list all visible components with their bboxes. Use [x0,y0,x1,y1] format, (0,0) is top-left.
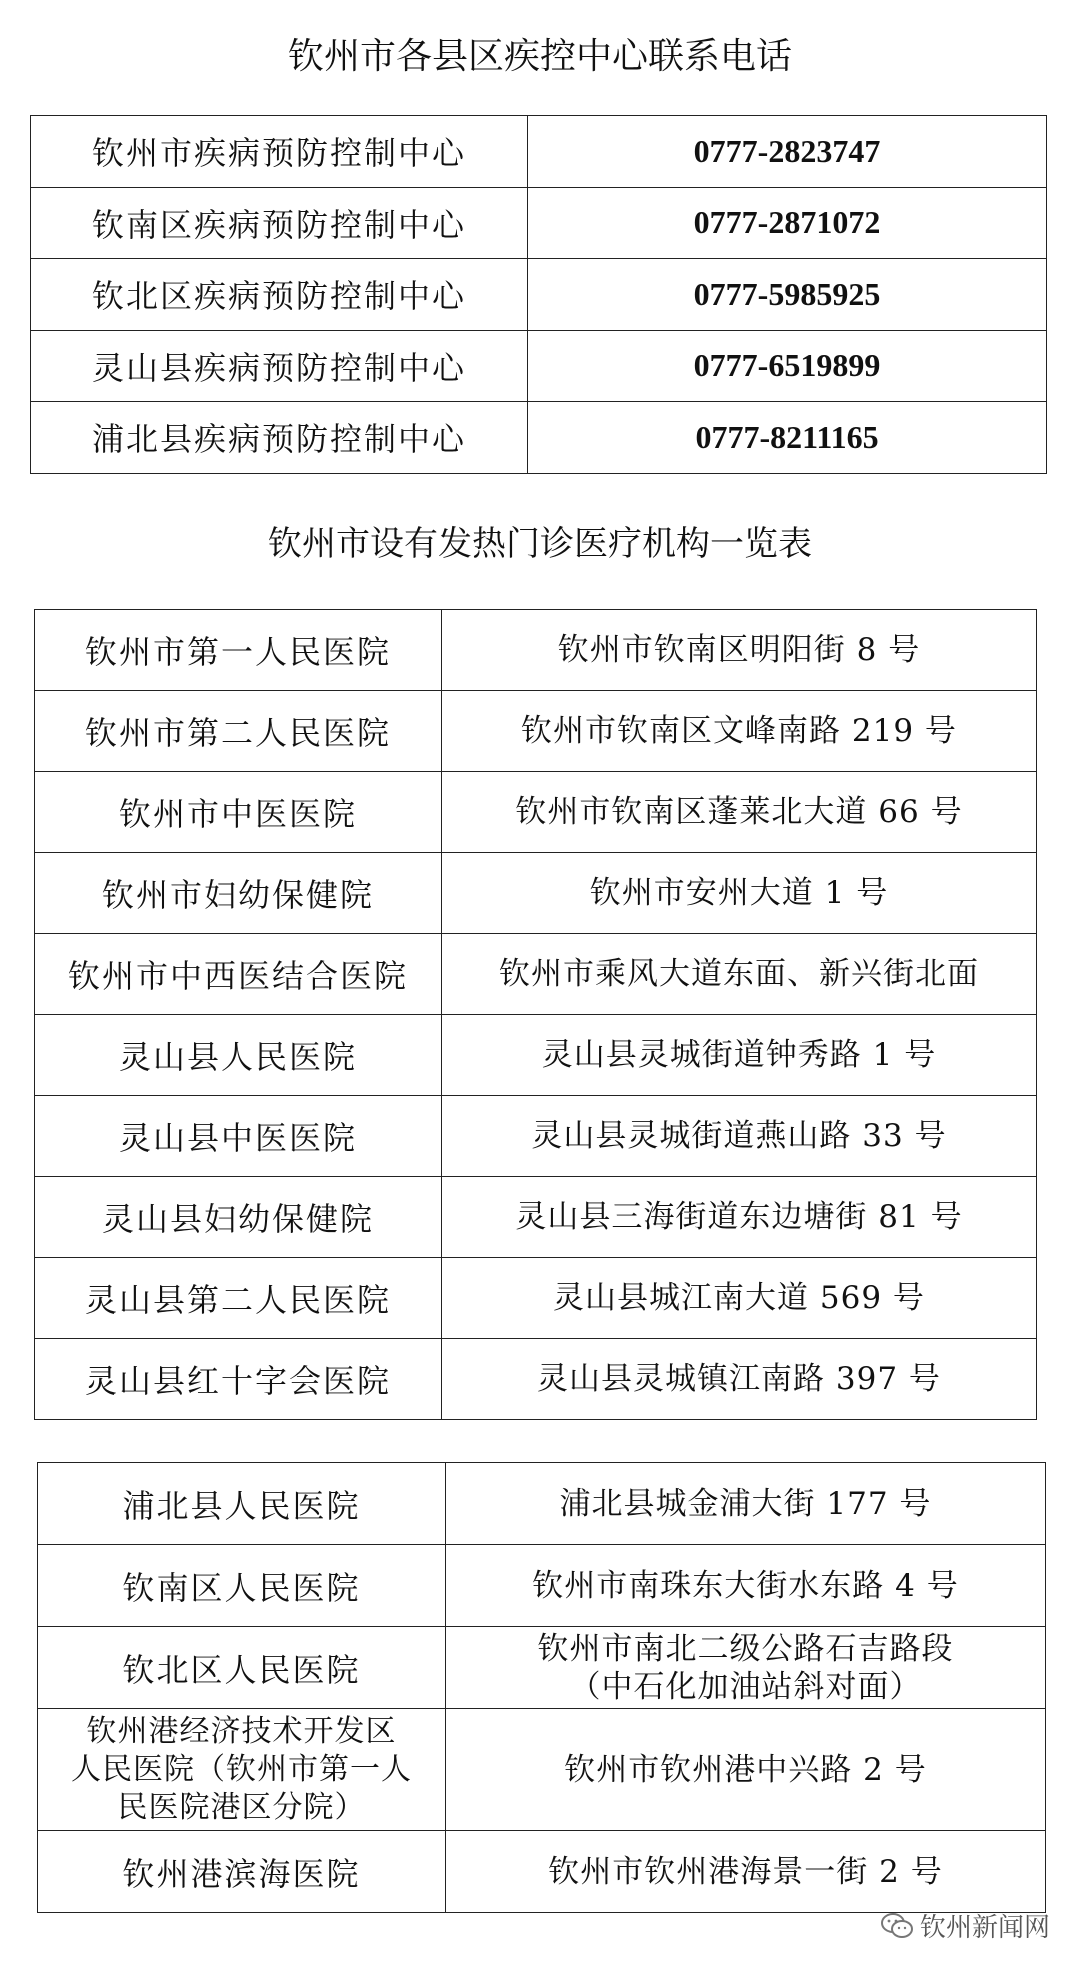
wechat-icon [880,1912,914,1940]
hospital-name: 钦州市中医医院 [35,772,442,853]
name-line: 人民医院（钦州市第一人 [71,1751,412,1787]
table-row [38,1831,1046,1913]
table-row [31,116,1047,188]
hospital-address: 灵山县三海街道东边塘街 81 号 [442,1177,1037,1258]
cdc-name: 钦州市疾病预防控制中心 [31,116,528,188]
fever-clinic-table [34,609,1037,1420]
hospital-address [446,1627,1046,1709]
cdc-contact-table [30,115,1047,474]
hospital-address: 钦州市钦州港中兴路 2 号 [446,1709,1046,1831]
hospital-address: 浦北县城金浦大街 177 号 [446,1463,1046,1545]
cdc-table-title: 钦州市各县区疾控中心联系电话 [287,36,792,77]
hospital-name: 钦州港滨海医院 [38,1831,446,1913]
cdc-phone: 0777-8211165 [528,402,1047,474]
table-row [38,1627,1046,1709]
hospital-address: 灵山县灵城镇江南路 397 号 [442,1339,1037,1420]
table-row [35,610,1037,691]
table-row [35,1015,1037,1096]
hospital-name: 钦州市妇幼保健院 [35,853,442,934]
hospital-name [38,1709,446,1831]
name-line: 钦州港经济技术开发区 [86,1713,397,1749]
table-row [35,1096,1037,1177]
table-row [35,853,1037,934]
address-line: （中石化加油站斜对面） [569,1668,922,1705]
hospital-name: 钦州市中西医结合医院 [35,934,442,1015]
watermark-text: 钦州新闻网 [919,1913,1050,1943]
table-row [38,1463,1046,1545]
address-line: 钦州市南北二级公路石吉路段 [537,1630,954,1667]
name-line: 民医院港区分院） [117,1789,366,1825]
cdc-phone: 0777-6519899 [528,330,1047,402]
table-row [35,691,1037,772]
hospital-address: 灵山县灵城街道钟秀路 1 号 [442,1015,1037,1096]
hospital-name: 钦州市第二人民医院 [35,691,442,772]
table-row [35,1258,1037,1339]
hospital-name: 钦南区人民医院 [38,1545,446,1627]
hospital-name: 灵山县中医医院 [35,1096,442,1177]
table-row [38,1545,1046,1627]
cdc-name: 钦北区疾病预防控制中心 [31,259,528,331]
hospital-address: 钦州市钦南区明阳街 8 号 [442,610,1037,691]
cdc-name: 浦北县疾病预防控制中心 [31,402,528,474]
cdc-phone: 0777-2871072 [528,187,1047,259]
hospital-address: 钦州市乘风大道东面、新兴街北面 [442,934,1037,1015]
hospital-address: 钦州市钦南区文峰南路 219 号 [442,691,1037,772]
hospital-name: 灵山县人民医院 [35,1015,442,1096]
fever-clinic-table-title: 钦州市设有发热门诊医疗机构一览表 [268,524,812,564]
table-row [35,1339,1037,1420]
hospital-name: 钦州市第一人民医院 [35,610,442,691]
hospital-address: 钦州市安州大道 1 号 [442,853,1037,934]
table-row [38,1709,1046,1831]
table-row [31,259,1047,331]
fever-clinic-table-continued [37,1462,1046,1913]
hospital-name: 灵山县第二人民医院 [35,1258,442,1339]
cdc-phone: 0777-2823747 [528,116,1047,188]
hospital-name: 灵山县妇幼保健院 [35,1177,442,1258]
table-row [31,187,1047,259]
hospital-address: 灵山县灵城街道燕山路 33 号 [442,1096,1037,1177]
cdc-name: 钦南区疾病预防控制中心 [31,187,528,259]
cdc-name: 灵山县疾病预防控制中心 [31,330,528,402]
table-row [31,402,1047,474]
table-row [35,934,1037,1015]
table-row [35,1177,1037,1258]
table-row [31,330,1047,402]
hospital-name: 浦北县人民医院 [38,1463,446,1545]
watermark [880,1907,1050,1944]
cdc-phone: 0777-5985925 [528,259,1047,331]
hospital-name: 钦北区人民医院 [38,1627,446,1709]
table-row [35,772,1037,853]
hospital-address: 灵山县城江南大道 569 号 [442,1258,1037,1339]
hospital-address: 钦州市南珠东大街水东路 4 号 [446,1545,1046,1627]
hospital-address: 钦州市钦州港海景一街 2 号 [446,1831,1046,1913]
hospital-name: 灵山县红十字会医院 [35,1339,442,1420]
hospital-address: 钦州市钦南区蓬莱北大道 66 号 [442,772,1037,853]
